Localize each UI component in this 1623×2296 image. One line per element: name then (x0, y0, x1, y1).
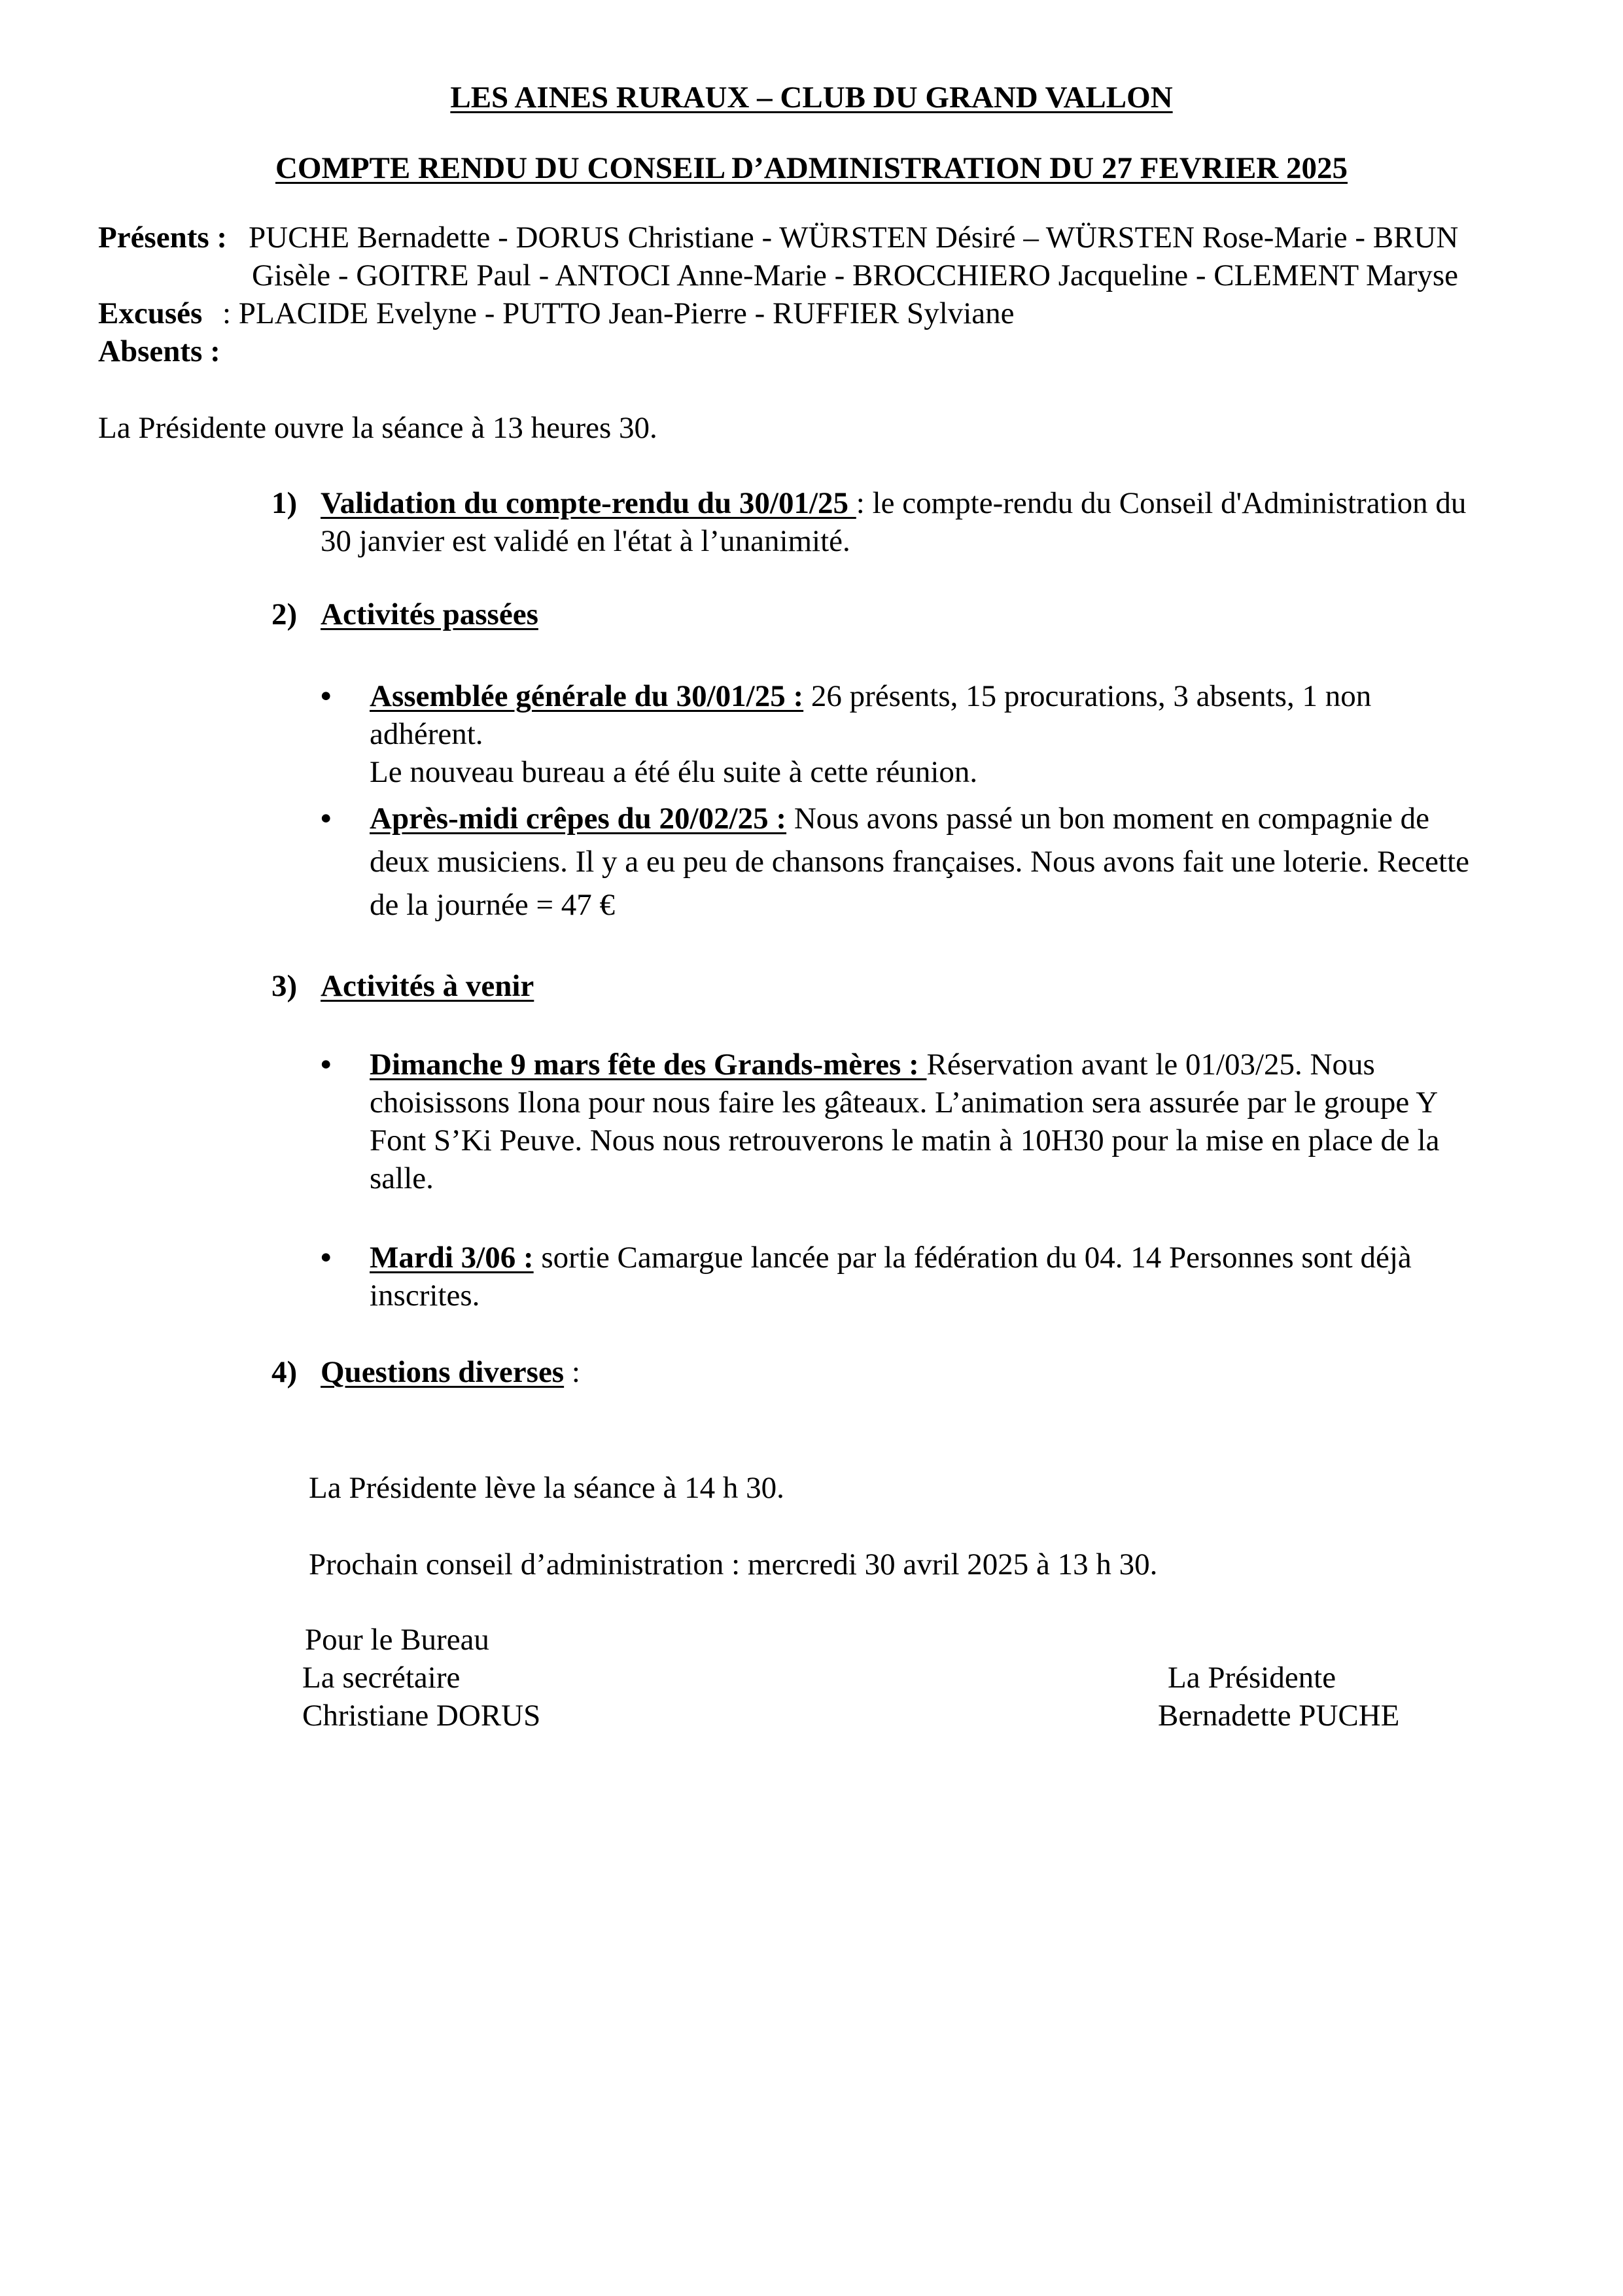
bullet-icon: • (321, 1241, 332, 1275)
upcoming-activity-1-line-3: Font S’Ki Peuve. Nous nous retrouverons le matin à 10H30 pour la mise en place de la (370, 1123, 1440, 1157)
opening-statement: La Présidente ouvre la séance à 13 heures 30. (98, 411, 657, 445)
upcoming-activity-1-line-1 (370, 1046, 1375, 1084)
absents-label: Absents : (98, 334, 220, 368)
section-4-title: Questions diverses (321, 1355, 565, 1389)
excuses-value: : PLACIDE Evelyne - PUTTO Jean-Pierre - RUFFIER Sylviane (222, 296, 1015, 330)
upcoming-activity-1-text: Réservation avant le 01/03/25. Nous (926, 1048, 1375, 1082)
upcoming-activity-2-text: sortie Camargue lancée par la fédération du 04. 14 Personnes sont déjà (533, 1241, 1412, 1275)
past-activity-2-line-2: deux musiciens. Il y a eu peu de chansons françaises. Nous avons fait une loterie. Recette (370, 845, 1470, 879)
president-title: La Présidente (1168, 1661, 1336, 1695)
past-activity-1-line-3: Le nouveau bureau a été élu suite à cette réunion. (370, 755, 978, 789)
presents-label: Présents : (98, 221, 228, 255)
bullet-icon: • (321, 679, 332, 713)
past-activity-2-title: Après-midi crêpes du 20/02/25 : (370, 802, 787, 836)
bullet-icon: • (321, 802, 332, 836)
past-activity-2-line-3: de la journée = 47 € (370, 888, 615, 922)
section-4-number: 4) (271, 1355, 298, 1389)
section-3-title: Activités à venir (321, 969, 534, 1003)
upcoming-activity-1-line-4: salle. (370, 1161, 434, 1195)
next-meeting-statement: Prochain conseil d’administration : mercredi 30 avril 2025 à 13 h 30. (309, 1547, 1158, 1581)
secretary-name: Christiane DORUS (302, 1699, 541, 1733)
for-bureau-label: Pour le Bureau (305, 1623, 489, 1657)
section-1-line-1 (321, 484, 1466, 522)
secretary-title: La secrétaire (302, 1661, 461, 1695)
upcoming-activity-2-title: Mardi 3/06 : (370, 1241, 534, 1275)
upcoming-activity-1-title: Dimanche 9 mars fête des Grands-mères : (370, 1048, 927, 1082)
section-1-title: Validation du compte-rendu du 30/01/25 (321, 486, 856, 520)
past-activity-1-line-1 (370, 677, 1371, 715)
past-activity-1-text: 26 présents, 15 procurations, 3 absents, 1 non (803, 679, 1372, 713)
upcoming-activity-2-line-1 (370, 1239, 1412, 1277)
past-activity-1-title: Assemblée générale du 30/01/25 : (370, 679, 804, 713)
past-activity-2-line-1 (370, 800, 1429, 838)
section-1-line-2: 30 janvier est validé en l'état à l’unanimité. (321, 524, 850, 558)
document-subtitle: COMPTE RENDU DU CONSEIL D’ADMINISTRATION DU 27 FEVRIER 2025 (275, 151, 1348, 185)
section-2-title: Activités passées (321, 597, 538, 631)
section-4-suffix: : (564, 1355, 580, 1389)
section-1-number: 1) (271, 486, 298, 520)
section-3-number: 3) (271, 969, 298, 1003)
presents-line-1: PUCHE Bernadette - DORUS Christiane - WÜRSTEN Désiré – WÜRSTEN Rose-Marie - BRUN (249, 221, 1459, 255)
bullet-icon: • (321, 1048, 332, 1082)
past-activity-1-line-2: adhérent. (370, 717, 483, 751)
past-activity-2-text: Nous avons passé un bon moment en compagnie de (786, 802, 1429, 836)
section-4-heading (321, 1353, 580, 1391)
closing-statement: La Présidente lève la séance à 14 h 30. (309, 1471, 784, 1505)
excuses-label: Excusés (98, 296, 203, 330)
section-2-number: 2) (271, 597, 298, 631)
upcoming-activity-2-line-2: inscrites. (370, 1279, 480, 1313)
president-name: Bernadette PUCHE (1158, 1699, 1400, 1733)
upcoming-activity-1-line-2: choisissons Ilona pour nous faire les gâteaux. L’animation sera assurée par le groupe Y (370, 1086, 1439, 1120)
section-1-text: : le compte-rendu du Conseil d'Administration du (856, 486, 1467, 520)
document-title: LES AINES RURAUX – CLUB DU GRAND VALLON (450, 80, 1173, 115)
presents-line-2: Gisèle - GOITRE Paul - ANTOCI Anne-Marie - BROCCHIERO Jacqueline - CLEMENT Maryse (252, 258, 1459, 292)
